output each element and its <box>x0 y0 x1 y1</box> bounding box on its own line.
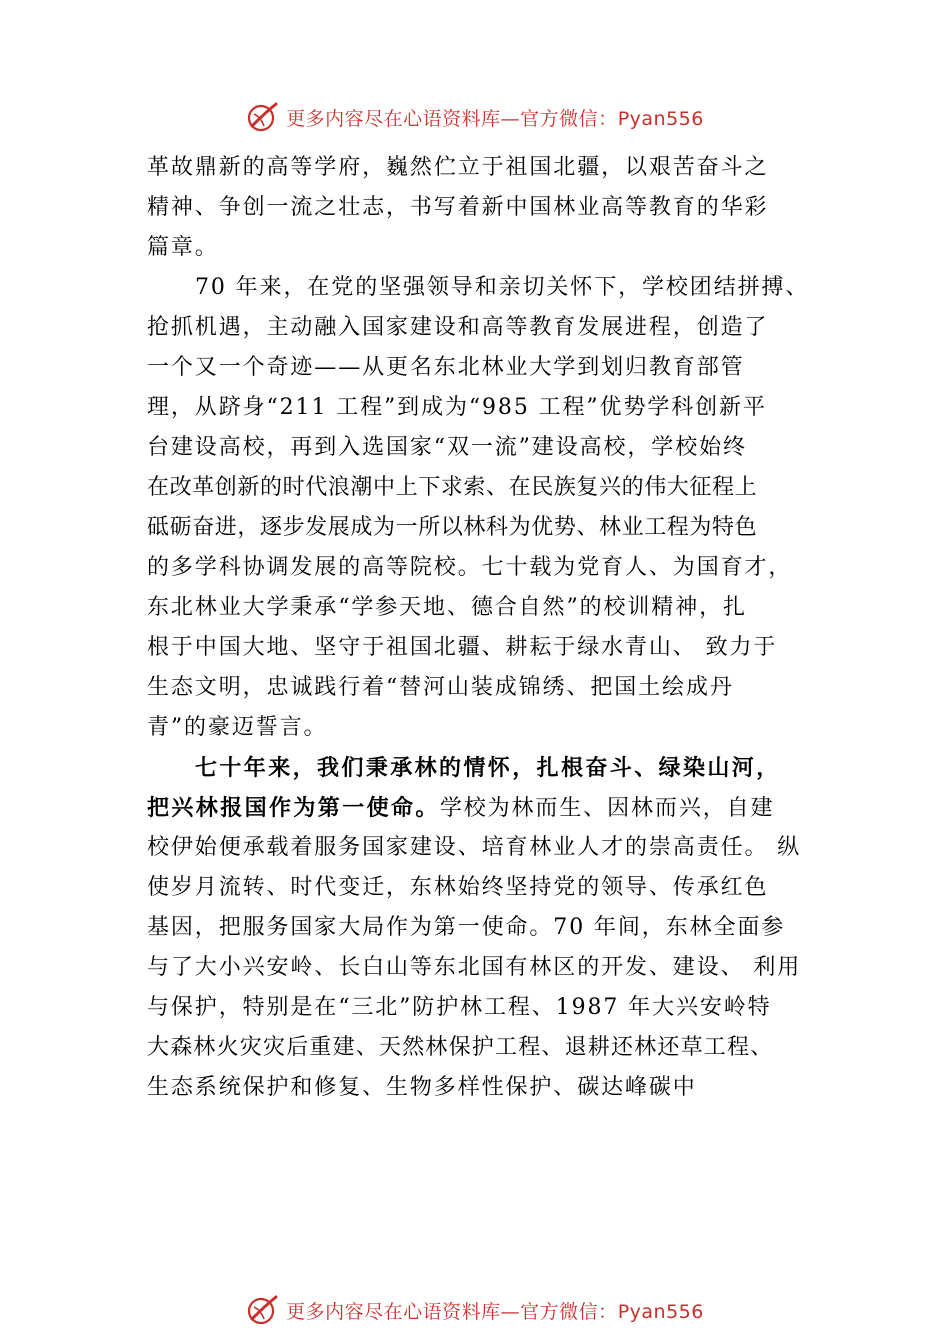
watermark-text: 更多内容尽在心语资料库—官方微信：Pyan556 <box>286 1300 704 1323</box>
text-line: 篇章。 <box>147 235 219 260</box>
text-line: 革故鼎新的高等学府，巍然伫立于祖国北疆，以艰苦奋斗之 <box>147 155 769 180</box>
text-line: 70 年来，在党的坚强领导和亲切关怀下，学校团结拼搏、 <box>195 275 810 300</box>
header-watermark <box>0 95 950 139</box>
brush-pen-logo-icon <box>246 100 280 134</box>
text-line: 大森林火灾灾后重建、天然林保护工程、退耕还林还草工程、 <box>147 1035 774 1060</box>
text-line: 东北林业大学秉承“学参天地、德合自然”的校训精神，扎 <box>147 595 747 620</box>
text-line: 精神、争创一流之壮志，书写着新中国林业高等教育的华彩 <box>147 195 769 220</box>
text-line: 生态系统保护和修复、生物多样性保护、碳达峰碳中 <box>147 1075 697 1100</box>
text-line: 与保护，特别是在“三北”防护林工程、1987 年大兴安岭特 <box>147 995 772 1020</box>
text-line: 理，从跻身“211 工程”到成为“985 工程”优势学科创新平 <box>147 395 767 420</box>
text-line: 校伊始便承载着服务国家建设、培育林业人才的崇高责任。 纵 <box>147 835 802 860</box>
text-line: 台建设高校，再到入选国家“双一流”建设高校，学校始终 <box>147 435 747 460</box>
text-line: 使岁月流转、时代变迁，东林始终坚持党的领导、传承红色 <box>147 875 769 900</box>
text-line: 一个又一个奇迹——从更名东北林业大学到划归教育部管 <box>147 355 745 380</box>
footer-watermark <box>0 1288 950 1332</box>
body-text: 学校为林而生、因林而兴，自建 <box>439 796 775 821</box>
text-line: 生态文明，忠诚践行着“替河山装成锦绣、把国土绘成丹 <box>147 675 734 700</box>
text-line: 与了大小兴安岭、长白山等东北国有林区的开发、建设、 利用 <box>147 955 802 980</box>
text-line: 青”的豪迈誓言。 <box>147 715 328 740</box>
text-line: 抢抓机遇，主动融入国家建设和高等教育发展进程，创造了 <box>147 315 769 340</box>
section-heading-line: 七十年来，我们秉承林的情怀，扎根奋斗、绿染山河， <box>195 755 781 781</box>
text-line <box>147 788 837 828</box>
brush-pen-logo-icon <box>246 1293 280 1327</box>
text-line: 砥砺奋进，逐步发展成为一所以林科为优势、林业工程为特色 <box>147 515 758 540</box>
text-line: 的多学科协调发展的高等院校。七十载为党育人、为国育才， <box>147 555 793 580</box>
document-body <box>147 148 837 1108</box>
text-line: 根于中国大地、坚守于祖国北疆、耕耘于绿水青山、 致力于 <box>147 635 778 660</box>
bold-lead-text: 把兴林报国作为第一使命。 <box>147 795 440 821</box>
text-line: 基因，把服务国家大局作为第一使命。70 年间，东林全面参 <box>147 915 786 940</box>
text-line: 在改革创新的时代浪潮中上下求索、在民族复兴的伟大征程上 <box>147 475 758 500</box>
watermark-text: 更多内容尽在心语资料库—官方微信：Pyan556 <box>286 107 704 130</box>
